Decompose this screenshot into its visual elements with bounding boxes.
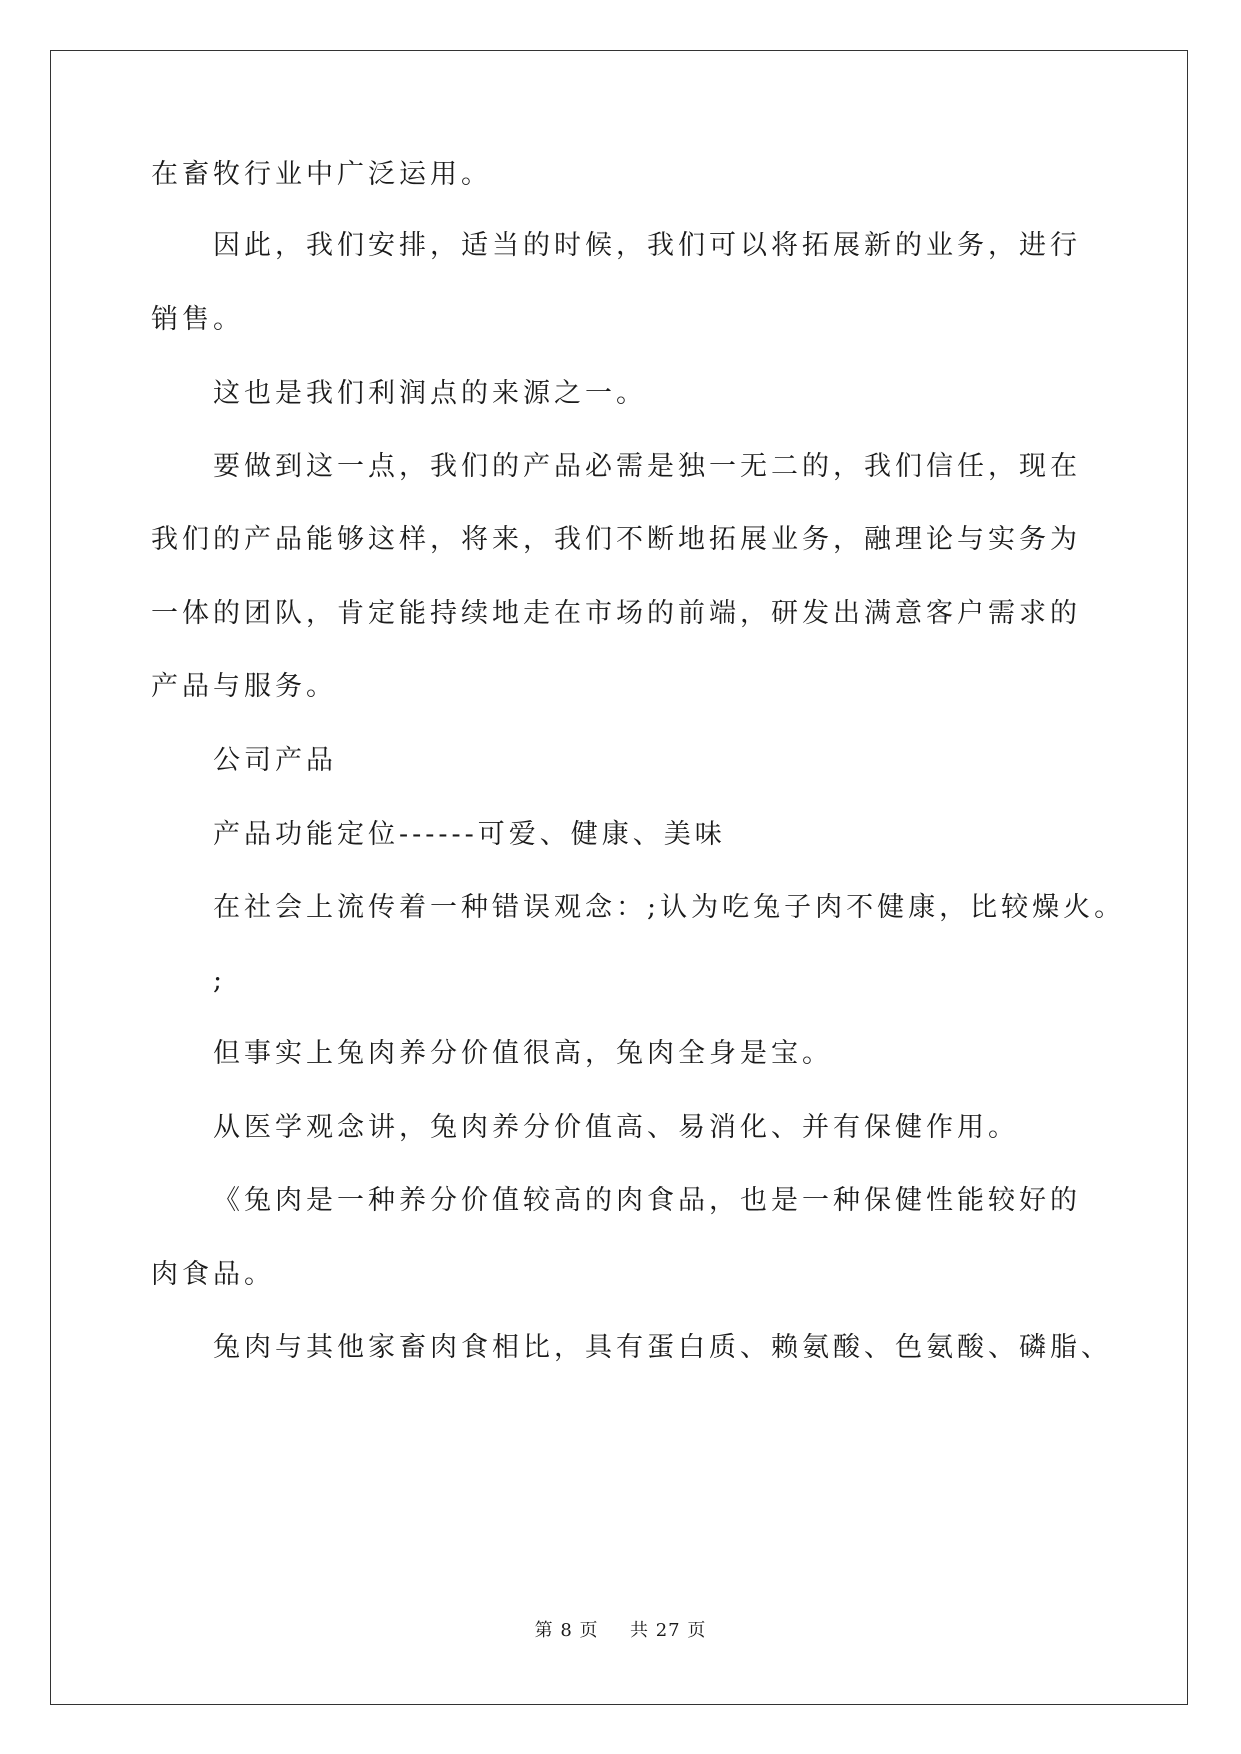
page-number: 第 8 页 xyxy=(534,1620,599,1641)
text-line: 但事实上兔肉养分价值很高，兔肉全身是宝。 xyxy=(213,1038,833,1069)
text-line: 肉食品。 xyxy=(151,1259,275,1290)
text-line: 在社会上流传着一种错误观念：;认为吃兔子肉不健康，比较燥火。 xyxy=(213,892,1126,923)
text-line: 因此，我们安排，适当的时候，我们可以将拓展新的业务，进行 xyxy=(213,230,1081,261)
text-line: ; xyxy=(213,965,227,996)
text-line: 兔肉与其他家畜肉食相比，具有蛋白质、赖氨酸、色氨酸、磷脂、 xyxy=(213,1332,1112,1363)
text-line: 一体的团队，肯定能持续地走在市场的前端，研发出满意客户需求的 xyxy=(151,598,1081,629)
page-border xyxy=(50,50,1188,1705)
text-line: 销售。 xyxy=(151,304,244,335)
text-line: 在畜牧行业中广泛运用。 xyxy=(151,159,492,190)
text-line: 这也是我们利润点的来源之一。 xyxy=(213,378,647,409)
text-line: 产品与服务。 xyxy=(151,671,337,702)
section-heading: 公司产品 xyxy=(213,745,337,776)
text-line: 从医学观念讲，兔肉养分价值高、易消化、并有保健作用。 xyxy=(213,1112,1019,1143)
text-line: 要做到这一点，我们的产品必需是独一无二的，我们信任，现在 xyxy=(213,451,1081,482)
text-line: 产品功能定位------可爱、健康、美味 xyxy=(213,819,726,850)
text-line: 《兔肉是一种养分价值较高的肉食品，也是一种保健性能较好的 xyxy=(213,1185,1081,1216)
text-line: 我们的产品能够这样，将来，我们不断地拓展业务，融理论与实务为 xyxy=(151,524,1081,555)
page-total: 共 27 页 xyxy=(630,1620,707,1641)
page-footer xyxy=(0,1616,1241,1642)
